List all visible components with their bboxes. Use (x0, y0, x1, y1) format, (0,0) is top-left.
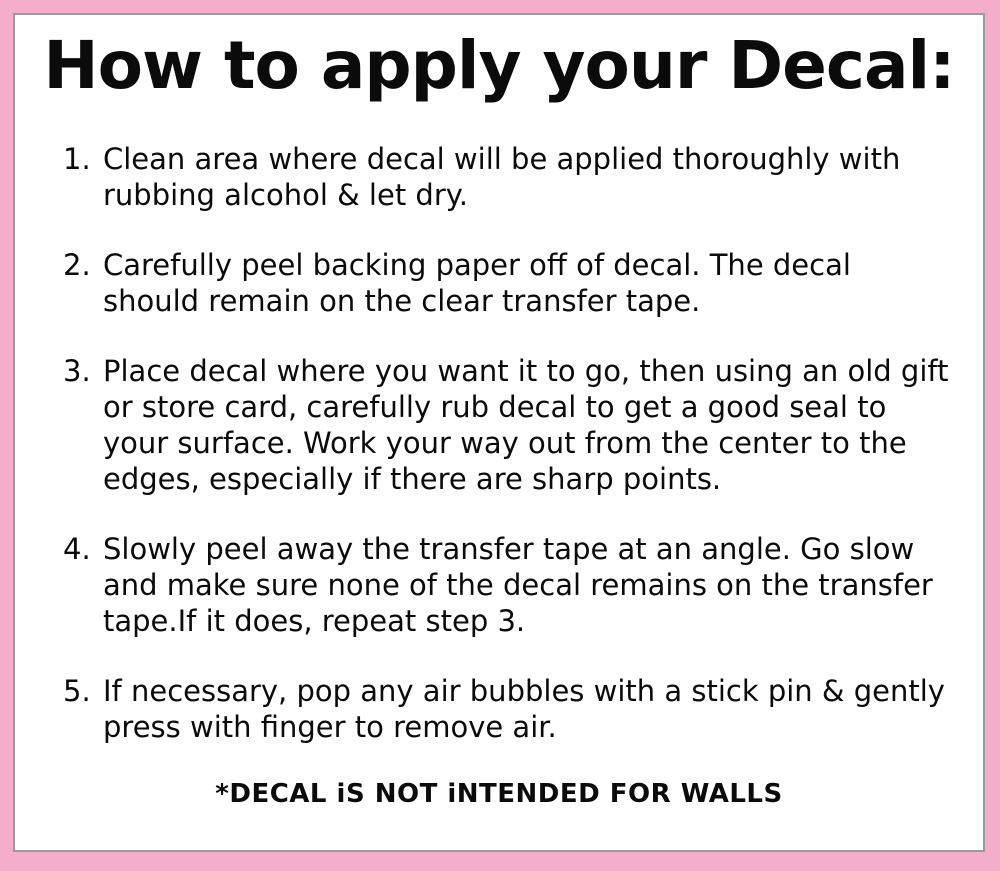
step-2-number: 2. (63, 247, 91, 282)
step-3-number: 3. (63, 353, 91, 388)
step-5-number: 5. (63, 673, 91, 708)
step-item-4 (63, 531, 955, 639)
step-item-2 (63, 247, 955, 319)
footnote: *DECAL iS NOT iNTENDED FOR WALLS (215, 778, 783, 809)
step-2-text: Carefully peel backing paper off of decal. The decal should remain on the clear transfer tape. (103, 247, 851, 318)
step-item-5 (63, 673, 955, 745)
step-1-number: 1. (63, 141, 91, 176)
step-4-number: 4. (63, 531, 91, 566)
step-item-1 (63, 141, 955, 213)
instructions-list (63, 141, 955, 745)
step-3-text: Place decal where you want it to go, then using an old gift or store card, carefully rub decal to get a good seal to your surface. Work your way out from the center to the edges, especially if there are sharp points. (103, 353, 949, 496)
step-item-3 (63, 353, 955, 497)
step-1-text: Clean area where decal will be applied thoroughly with rubbing alcohol & let dry. (103, 141, 901, 212)
page-title: How to apply your Decal: (43, 27, 955, 104)
instruction-card (13, 13, 985, 852)
step-5-text: If necessary, pop any air bubbles with a stick pin & gently press with finger to remove air. (103, 673, 945, 744)
step-4-text: Slowly peel away the transfer tape at an angle. Go slow and make sure none of the decal remains on the transfer tape.If it does, repeat step 3. (103, 531, 933, 638)
